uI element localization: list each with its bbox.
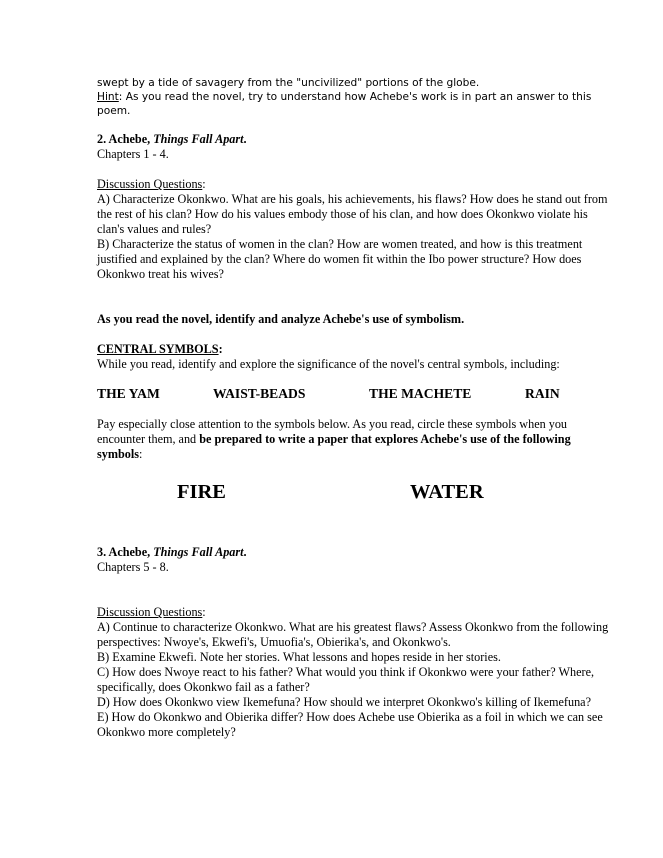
- section-3-dq-colon: :: [202, 605, 206, 619]
- central-symbols-colon: :: [218, 342, 223, 356]
- symbol-fire: FIRE: [177, 481, 226, 503]
- symbol-waist-beads: WAIST-BEADS: [213, 386, 306, 401]
- section-2-question-b: B) Characterize the status of women in the clan? How are women treated, and how is this treatment justified and explained by the clan? Where do women fit within the Ibo power structure? How does Okonkwo treat his wives?: [97, 237, 583, 281]
- pay-attention-bold: be prepared to write a paper that explores Achebe's use of the following symbols: [97, 432, 571, 461]
- section-3-question-d: D) How does Okonkwo view Ikemefuna? How should we interpret Okonkwo's killing of Ikemefuna?: [97, 695, 591, 709]
- section-2-dq-heading: [97, 177, 617, 192]
- symbol-machete: THE MACHETE: [369, 386, 472, 401]
- section-3-question-a: A) Continue to characterize Okonkwo. What are his greatest flaws? Assess Okonkwo from the following perspectives: Nwoye's, Ekwefi's, Umuofia's, Obierika's, and Okonkwo's.: [97, 620, 609, 649]
- hint-text: : As you read the novel, try to understand how Achebe's work is in part an answer to this poem.: [97, 91, 592, 117]
- central-symbols-text: While you read, identify and explore the significance of the novel's central symbols, including:: [97, 357, 560, 371]
- pay-attention-paragraph: [97, 417, 617, 462]
- section-3-question-e: E) How do Okonkwo and Obierika differ? How does Achebe use Obierika as a foil in which we can see Okonkwo more completely?: [97, 710, 603, 739]
- section-3-question-b: B) Examine Ekwefi. Note her stories. What lessons and hopes reside in her stories.: [97, 650, 501, 664]
- central-symbols-list: [97, 386, 617, 402]
- section-3-dq-heading: [97, 605, 617, 620]
- central-symbols-heading: [97, 342, 617, 357]
- symbol-water: WATER: [410, 481, 484, 503]
- pay-attention-end: :: [139, 447, 143, 461]
- key-symbols: [97, 479, 617, 505]
- symbol-yam: THE YAM: [97, 386, 160, 401]
- section-2-heading-suffix: .: [243, 132, 247, 146]
- pay-attention-plain: Pay especially close attention to the symbols below. As you read, circle these symbols when you encounter them, and: [97, 417, 568, 446]
- section-3-heading: [97, 545, 617, 560]
- section-3-dq-label: Discussion Questions: [97, 605, 203, 619]
- section-2-chapters: Chapters 1 - 4.: [97, 147, 169, 161]
- section-3-heading-suffix: .: [243, 545, 247, 559]
- section-3-heading-prefix: 3. Achebe,: [97, 545, 154, 559]
- section-2-title: Things Fall Apart: [153, 132, 244, 146]
- section-3-question-c: C) How does Nwoye react to his father? What would you think if Okonkwo were your father? Where, specifically, does Okonkwo fail as a father?: [97, 665, 595, 694]
- section-2-question-a: A) Characterize Okonkwo. What are his goals, his achievements, his flaws? How does he stand out from the rest of his clan? How do his values embody those of his clan, and how does Okonkwo violate his clan's values and rules?: [97, 192, 608, 236]
- central-symbols-label: CENTRAL SYMBOLS: [97, 342, 219, 356]
- section-3-chapters: Chapters 5 - 8.: [97, 560, 169, 574]
- symbolism-instruction: As you read the novel, identify and analyze Achebe's use of symbolism.: [97, 312, 465, 326]
- document-page: [97, 76, 617, 740]
- intro-line: swept by a tide of savagery from the "uncivilized" portions of the globe.: [97, 77, 480, 89]
- section-3-title: Things Fall Apart: [153, 545, 244, 559]
- section-2-heading-prefix: 2. Achebe,: [97, 132, 154, 146]
- section-2-heading: [97, 132, 617, 147]
- section-2-dq-label: Discussion Questions: [97, 177, 203, 191]
- hint-paragraph: [97, 90, 617, 118]
- hint-label: Hint: [97, 91, 119, 103]
- section-2-dq-colon: :: [202, 177, 206, 191]
- symbol-rain: RAIN: [525, 386, 560, 401]
